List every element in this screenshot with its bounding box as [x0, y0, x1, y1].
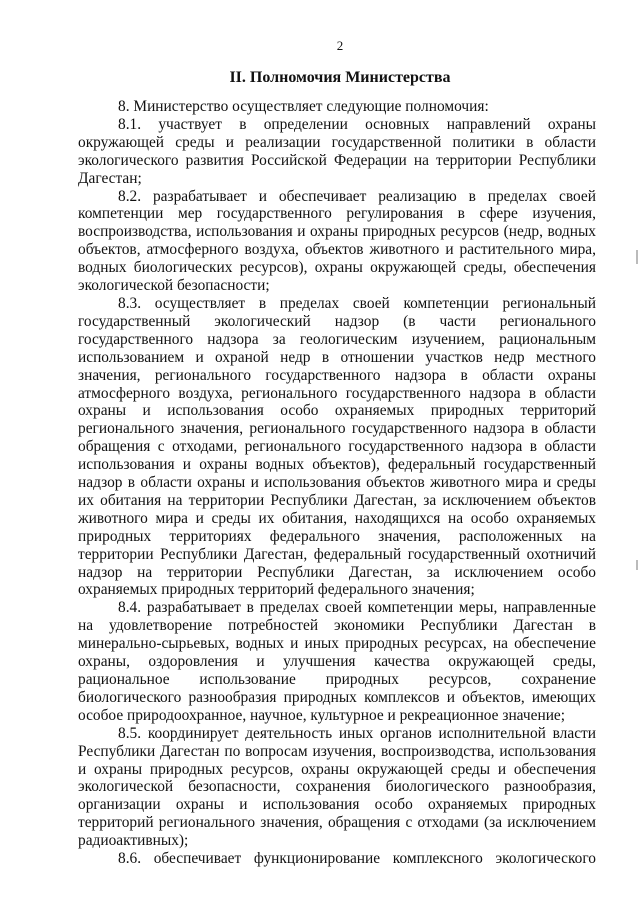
paragraph-8-6: 8.6. обеспечивает функционирование комплексного экологического	[118, 850, 596, 868]
scan-edge-mark	[636, 560, 638, 570]
paragraph-8-3: 8.3. осуществляет в пределах своей компетенции региональный государственный экологический надзор (в части регионального государственного надзора за геологическим изучением, рациональным использованием и охраной недр в отношении участков недр местного значения, регионального государственного надзора в области охраны атмосферного воздуха, регионального государственного надзора в области охраны и использования особо охраняемых природных территорий регионального значения, регионального государственного надзора в области обращения с отходами, регионального государственного надзора в области использования и охраны водных объектов), федеральный государственный надзор в области охраны и использования объектов животного мира и среды их обитания на территории Республики Дагестан, за исключением объектов животного мира и среды их обитания, находящихся на особо охраняемых природных территориях федерального значения, расположенных на территории Республики Дагестан, федеральный государственный охотничий надзор на территории Республики Дагестан, за исключением особо охраняемых природных территорий федерального значения;	[78, 294, 596, 599]
paragraph-8: 8. Министерство осуществляет следующие полномочия:	[118, 98, 489, 115]
paragraph-8-2: 8.2. разрабатывает и обеспечивает реализацию в пределах своей компетенции мер государственного регулирования в сфере изучения, воспроизводства, использования и охраны природных ресурсов (недр, водных объектов, атмосферного воздуха, объектов животного и растительного мира, водных биологических ресурсов), охраны окружающей среды, обеспечения экологической безопасности;	[78, 187, 596, 295]
paragraph-8-5: 8.5. координирует деятельность иных органов исполнительной власти Республики Дагестан по вопросам изучения, воспроизводства, использования и охраны природных ресурсов, охраны окружающей среды и обеспечения экологической безопасности, сохранения биологического разнообразия, организации охраны и использования особо охраняемых природных территорий регионального значения, обращения с отходами (за исключением радиоактивных);	[78, 724, 596, 850]
section-title: II. Полномочия Министерства	[229, 69, 451, 86]
paragraph-8-4: 8.4. разрабатывает в пределах своей компетенции меры, направленные на удовлетворение потребностей экономики Республики Дагестан в минерально-сырьевых, водных и иных природных ресурсах, на обеспечение охраны, оздоровления и улучшения качества окружающей среды, рациональное использование природных ресурсов, сохранение биологического разнообразия природных комплексов и объектов, имеющих особое природоохранное, научное, культурное и рекреационное значение;	[78, 599, 596, 724]
document-page	[78, 38, 596, 868]
paragraph-8-1: 8.1. участвует в определении основных направлений охраны окружающей среды и реализации государственной политики в области экологического развития Российской Федерации на территории Республики Дагестан;	[78, 115, 596, 187]
page-number: 2	[336, 38, 344, 53]
scan-edge-mark	[636, 250, 638, 264]
